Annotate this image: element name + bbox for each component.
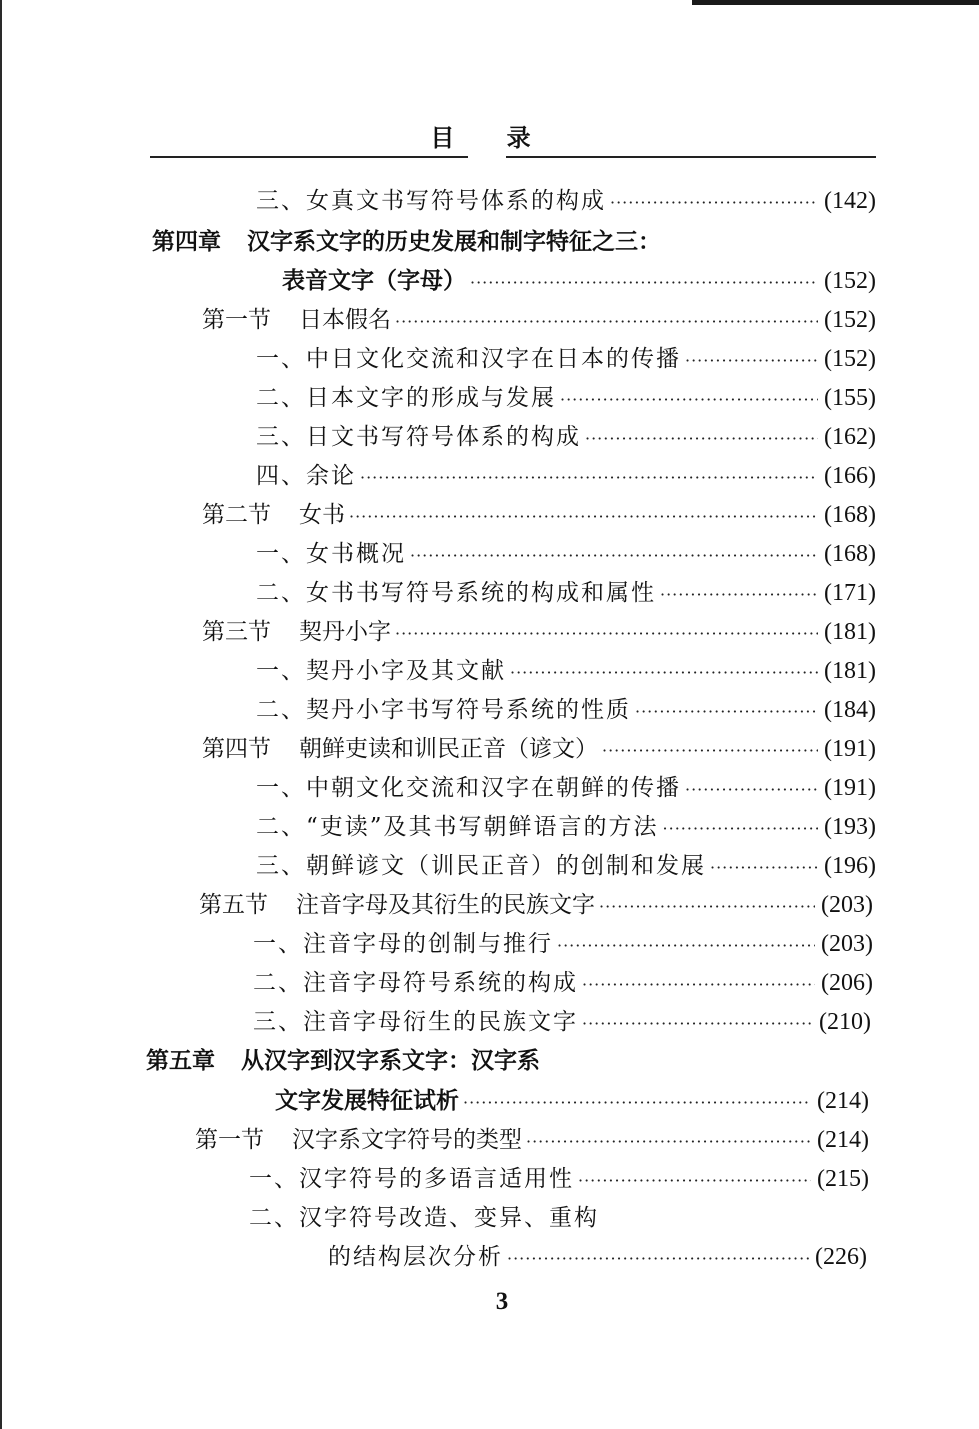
toc-entry-title: 二、日本文字的形成与发展 (256, 385, 556, 411)
toc-entry[interactable] (256, 851, 876, 881)
toc-entry[interactable] (253, 1007, 871, 1037)
toc-entry-page: (184) (824, 697, 876, 723)
toc-entry-page: (168) (824, 541, 876, 567)
toc-entry-title: 三、女真文书写符号体系的构成 (256, 188, 606, 214)
section-label: 第四节 (202, 736, 271, 762)
toc-entry[interactable] (256, 773, 876, 803)
toc-entry[interactable] (256, 539, 876, 569)
section-label: 第一节 (195, 1127, 264, 1153)
toc-entry[interactable] (249, 1164, 869, 1194)
dot-leader (410, 541, 818, 571)
section-title: 日本假名 (299, 307, 391, 333)
toc-entry-page: (152) (824, 346, 876, 372)
section-title: 注音字母及其衍生的民族文字 (296, 892, 595, 918)
toc-entry-page: (206) (821, 970, 873, 996)
dot-leader (557, 931, 815, 961)
toc-entry-title: 二、契丹小字书写符号系统的性质 (256, 697, 631, 723)
dot-leader (507, 1244, 809, 1274)
toc-entry[interactable] (256, 695, 876, 725)
chapter-title: 从汉字到汉字系文字：汉字系 (241, 1048, 540, 1074)
dot-leader (602, 736, 818, 766)
toc-entry[interactable] (256, 344, 876, 374)
toc-entry-page: (162) (824, 424, 876, 450)
toc-entry-multiline[interactable] (249, 1203, 869, 1233)
dot-leader (599, 892, 815, 922)
toc-entry-page: (214) (817, 1127, 869, 1153)
toc-entry-title: 三、日文书写符号体系的构成 (256, 424, 581, 450)
chapter-title-continued: 文字发展特征试析 (275, 1088, 459, 1114)
section-label: 第三节 (202, 619, 271, 645)
header-rule-left (150, 156, 468, 158)
toc-entry-page: (171) (824, 580, 876, 606)
toc-entry-title: 二、注音字母符号系统的构成 (253, 970, 578, 996)
toc-entry-page: (155) (824, 385, 876, 411)
toc-chapter-continuation[interactable] (275, 1086, 869, 1116)
toc-entry-title: 一、女书概况 (256, 541, 406, 567)
toc-entry-page: (181) (824, 619, 876, 645)
toc-section[interactable] (199, 890, 873, 920)
toc-entry[interactable] (253, 968, 873, 998)
toc-entry-page: (191) (824, 736, 876, 762)
toc-entry-page: (215) (817, 1166, 869, 1192)
toc-entry-page: (152) (824, 268, 876, 294)
dot-leader (582, 970, 815, 1000)
page-edge-shadow (692, 0, 979, 5)
toc-entry-title: 三、朝鲜谚文（训民正音）的创制和发展 (256, 853, 706, 879)
toc-entry[interactable] (256, 656, 876, 686)
toc-section[interactable] (202, 734, 876, 764)
toc-entry-title: 一、契丹小字及其文献 (256, 658, 506, 684)
dot-leader (660, 580, 818, 610)
toc-chapter-heading[interactable] (152, 227, 876, 257)
dot-leader (395, 307, 818, 337)
toc-entry[interactable] (256, 812, 876, 842)
section-title: 契丹小字 (299, 619, 391, 645)
toc-entry-page: (166) (824, 463, 876, 489)
dot-leader (663, 814, 818, 844)
page-number: 3 (495, 1288, 509, 1315)
toc-entry[interactable] (256, 383, 876, 413)
dot-leader (526, 1127, 811, 1157)
section-title: 女书 (299, 502, 345, 528)
section-title: 汉字系文字符号的类型 (292, 1127, 522, 1153)
toc-entry-page: (214) (817, 1088, 869, 1114)
dot-leader (635, 697, 818, 727)
toc-chapter-continuation[interactable] (282, 266, 876, 296)
toc-entry-title: 一、注音字母的创制与推行 (253, 931, 553, 957)
dot-leader (685, 346, 818, 376)
toc-entry-title: 一、中朝文化交流和汉字在朝鲜的传播 (256, 775, 681, 801)
toc-entry-title: 二、“吏读”及其书写朝鲜语言的方法 (256, 814, 659, 840)
running-title: 目 录 (430, 123, 553, 152)
toc-entry-page: (168) (824, 502, 876, 528)
toc-entry[interactable] (253, 929, 873, 959)
toc-entry-page: (203) (821, 892, 873, 918)
dot-leader (582, 1009, 813, 1039)
toc-chapter-heading[interactable] (146, 1046, 870, 1076)
dot-leader (470, 268, 818, 298)
toc-entry[interactable] (256, 461, 876, 491)
toc-entry-title: 三、注音字母衍生的民族文字 (253, 1009, 578, 1035)
section-label: 第五节 (199, 892, 268, 918)
dot-leader (395, 619, 818, 649)
toc-section[interactable] (202, 305, 876, 335)
dot-leader (349, 502, 818, 532)
chapter-title: 汉字系文字的历史发展和制字特征之三： (247, 229, 661, 255)
dot-leader (585, 424, 818, 454)
section-title: 朝鲜吏读和训民正音（谚文） (299, 736, 598, 762)
dot-leader (560, 385, 818, 415)
toc-section[interactable] (195, 1125, 869, 1155)
toc-entry[interactable] (256, 422, 876, 452)
toc-entry-page: (152) (824, 307, 876, 333)
toc-entry-title-continued: 的结构层次分析 (328, 1244, 503, 1270)
toc-entry-page: (203) (821, 931, 873, 957)
chapter-title-continued: 表音文字（字母） (282, 268, 466, 294)
header-rule-right (506, 156, 876, 158)
toc-entry-page: (210) (819, 1009, 871, 1035)
section-label: 第一节 (202, 307, 271, 333)
toc-entry-page: (196) (824, 853, 876, 879)
toc-entry[interactable] (256, 578, 876, 608)
dot-leader (610, 188, 818, 218)
dot-leader (510, 658, 818, 688)
chapter-label: 第四章 (152, 229, 221, 255)
toc-entry-title: 二、女书书写符号系统的构成和属性 (256, 580, 656, 606)
toc-entry-continuation[interactable] (328, 1242, 867, 1272)
dot-leader (710, 853, 818, 883)
toc-entry-title: 二、汉字符号改造、变异、重构 (249, 1205, 599, 1231)
toc-entry-page: (181) (824, 658, 876, 684)
toc-section[interactable] (202, 617, 876, 647)
toc-entry-page: (191) (824, 775, 876, 801)
toc-entry-page: (226) (815, 1244, 867, 1270)
dot-leader (463, 1088, 811, 1118)
toc-entry[interactable] (256, 186, 876, 216)
dot-leader (685, 775, 818, 805)
toc-section[interactable] (202, 500, 876, 530)
dot-leader (360, 463, 818, 493)
toc-entry-page: (142) (824, 188, 876, 214)
toc-entry-page: (193) (824, 814, 876, 840)
toc-entry-title: 一、中日文化交流和汉字在日本的传播 (256, 346, 681, 372)
dot-leader (578, 1166, 811, 1196)
section-label: 第二节 (202, 502, 271, 528)
chapter-label: 第五章 (146, 1048, 215, 1074)
toc-entry-title: 四、余论 (256, 463, 356, 489)
toc-entry-title: 一、汉字符号的多语言适用性 (249, 1166, 574, 1192)
